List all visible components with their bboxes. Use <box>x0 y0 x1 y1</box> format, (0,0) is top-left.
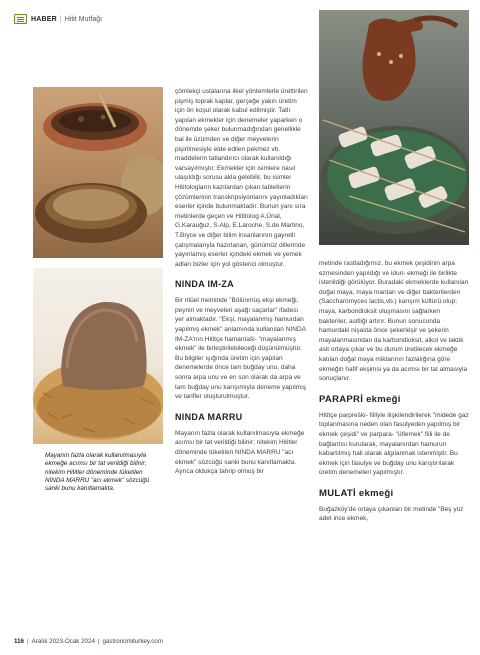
ancient-food-photo <box>319 10 469 245</box>
middle-intro-paragraph: çömlekçi ustalarına ilkel yöntemlerle ürettirilen pişmiş toprak kaplar, gerçeğe yakın üretim için ön koşul olarak kabul edilmiştir. Tatlı yapılan ekmekler için denemeler yaparken o dönemde şeker bulunmadığından genellikle bal ile üzümden ve diğer meyvelerin pişirilmesiyle elde edilen pekmez vb. maddelerin tatlandırıcı olarak kullanıldığı varsayılmıştır. Ekmekler için isimlere nasıl ulaşıldığı sorusu akla gelebilir, bu isimler Hititologların kazılardan çıkan tabletlerin çözümlerinin transkripsiyonlarını yayınladıkları eserler içinde bulunmaktadır. Bunun yanı sıra metinlerde geçen ve Hititolog A.Ünal, G.Karauğuz, S.Alp, E.Laroche, S.de Martino, T.Bryce ve diğer bilim insanlarının gayretli çalışmalarıyla hazırlanan, günümüz dillerinde yayınlamış eserler içindeki ekmek ve yemek adları bizler için yol gösterici olmuştur. <box>175 88 308 268</box>
page-header <box>14 12 102 26</box>
news-icon <box>14 14 27 24</box>
right-column <box>319 259 469 524</box>
page-footer <box>14 638 163 645</box>
ninda-marru-paragraph: Mayanın fazla olarak kullanılmasıyla ekmeğe acımsı bir tat verildiği bilinir; nitekim Hititler döneminde tüketilen NINDA MARRU "acı ekmek" sözcüğü sanki bunu kanıtlamakta. Ayrıca oldukça tahrip olmuş bir <box>175 429 305 476</box>
footer-separator-2: | <box>97 638 100 645</box>
page-number: 116 <box>14 638 24 645</box>
bread-loaf-photo <box>33 268 163 444</box>
issue-date: Aralık 2023-Ocak 2024 <box>31 638 95 645</box>
footer-separator-1: | <box>26 638 29 645</box>
heading-ninda-marru: NINDA MARRU <box>175 411 243 422</box>
heading-mulati: MULATİ ekmeği <box>319 487 394 499</box>
heading-ninda-imza: NINDA IM-ZA <box>175 279 234 290</box>
clay-bowls-photo <box>33 87 163 258</box>
header-section: HABER <box>31 15 57 23</box>
mulati-paragraph: Boğazköy'de ortaya çıkanları bir metinde "Beş yüz adet ince ekmek, <box>319 505 464 523</box>
paprari-paragraph: Hititçe parpreški- fiiliyle ilişkilendirilerek "midede gaz toplanmasına neden olan fasulyeden yapılmış bir ekmek çeşidi" ve parpara- "üflemek" fiili ile de bağlantısı kurularak, mayalanırdan hamurun kabartılmış hali olarak algılanmak istenmiştir. Bu ekmek için fasulye ve buğday unu karıştırılarak üretim denemeleri yapılmıştır. <box>319 411 469 477</box>
heading-paprari: PARAPRİ ekmeği <box>319 393 401 405</box>
right-intro-paragraph: metinde rastladığımız, bu ekmek çeşidinin arpa ezmesinden yapıldığı ve iduri- ekmeği ile birlikte istenildiği görülüyor. Buradaki ekmeklerde kullanılan doğal maya, maya mantarı ve diğer bakterilerden (Saccharomyces lactis,vb.) karışım kültürü olup; maya, karbondioksit oluşmasını sağlarken bakteriler, asitliği artırır. Bunun sonucunda hamurdaki nişasta önce şekerleşir ve şekerin mayalanmasından da karbondioksit, alkol ve laktik asit ortaya çıkar ve bu durum üretilecek ekmeğe katılan doğal maya miktarının fazlalığına göre ekmeğin hafif ekşimsi ya da acımsı bir tat almasıyla sonuçlanır. <box>319 260 469 383</box>
website-link[interactable]: gastronomiturkey.com <box>102 638 163 645</box>
header-separator: | <box>59 15 62 23</box>
photo-caption: Mayanın fazla olarak kullanılmasıyla ekmeğe acımsı bir tat verildiği bilinir; nitekim Hititler döneminde tüketilen NINDA MARRU "acı ekmek" sözcüğü sanki bunu kanıtlamakta. <box>45 452 150 493</box>
ninda-imza-paragraph: Bir ritüel metninde "Bölünmüş ekşi ekmeği, peyniri ve meyveleri aşağı saçarlar" ifadesi yer almaktadır. "Ekşi, mayalanmış hamurdan yapılmış ekmek" anlamında kullanılan NINDA IM-ZA'nın Hititçe hamantaši- "mayalanmış ekmek" ile birleştirilebileceği düşünülmüştür. Bu bilgiler ışığında üretim için yapılan denemelerde önce tam buğday unu, daha sonra arpa unu ve en son olarak da arpa ve tam buğday unu karışımıyla deneme yapılmış ve tarifler oluşturulmuştur. <box>175 297 307 401</box>
header-subsection: Hitit Mutfağı <box>64 15 103 23</box>
middle-column <box>175 87 308 477</box>
